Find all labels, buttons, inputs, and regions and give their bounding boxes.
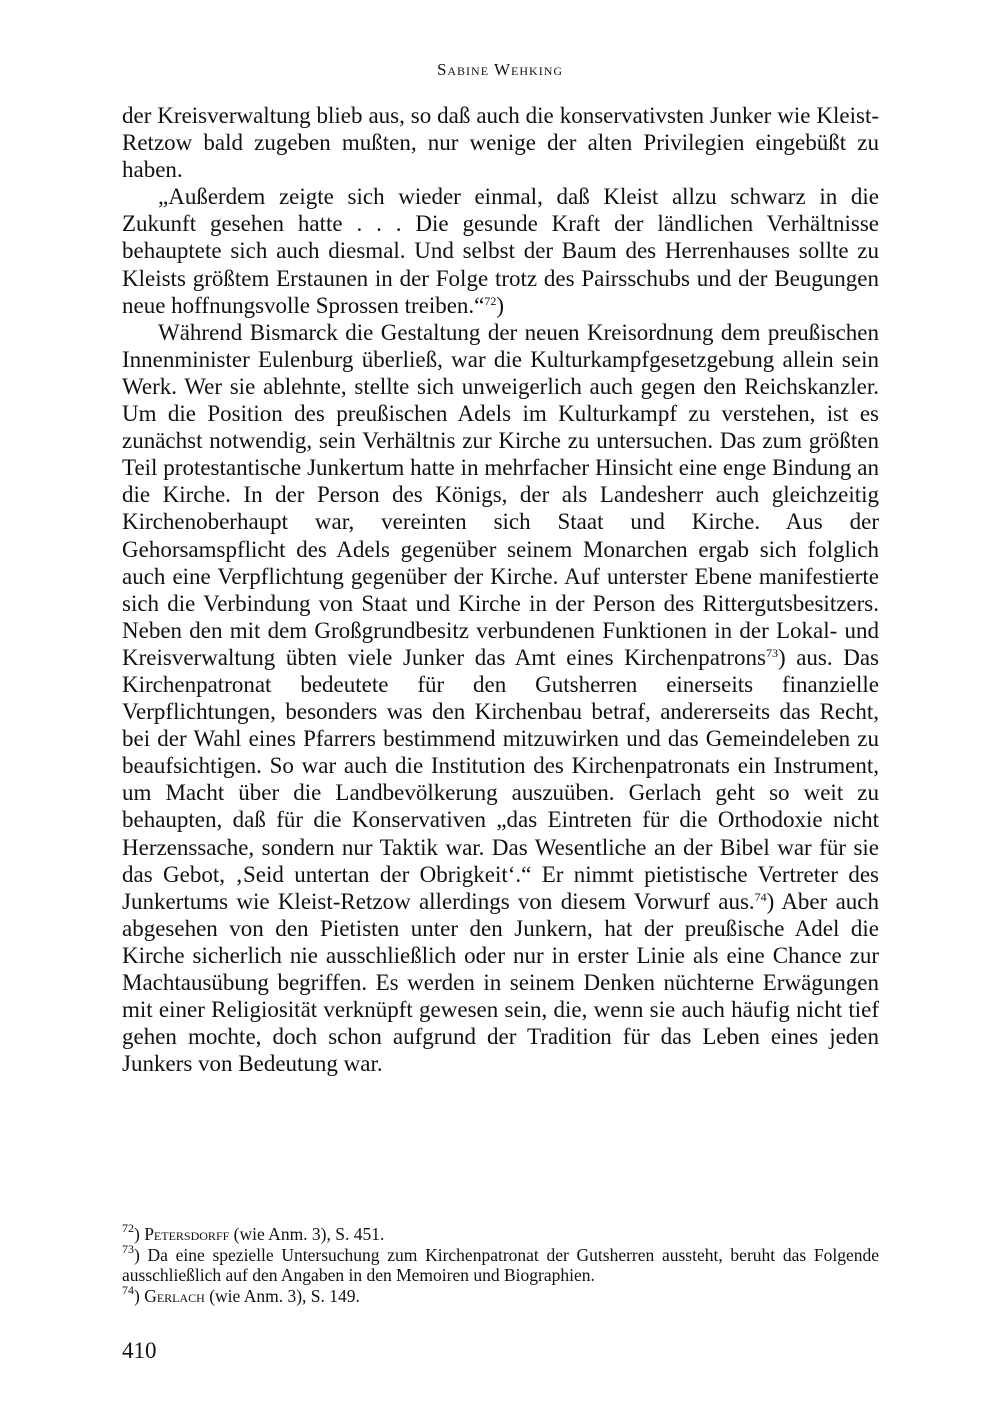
footnote-ref: 74 xyxy=(754,889,767,904)
footnote-number: 73 xyxy=(122,1241,134,1256)
paragraph xyxy=(122,183,879,318)
footnote-marker: ) xyxy=(134,1224,140,1244)
paragraph-text: ) xyxy=(496,292,505,318)
footnote-text: (wie Anm. 3), S. 149. xyxy=(204,1285,360,1306)
paragraph xyxy=(122,319,879,1078)
footnote xyxy=(122,1282,879,1307)
page-number: 410 xyxy=(122,1338,157,1363)
paragraph xyxy=(122,102,879,183)
footnote-text: Da eine spezielle Untersuchung zum Kirchenpatronat der Gutsherren aussteht, beruht das Folgende ausschließlich auf den Angaben in den Memoiren und Biographien. xyxy=(122,1244,879,1285)
footnote-author: Petersdorff xyxy=(144,1224,230,1244)
paragraph-text: ) aus. Das Kirchenpatronat bedeutete für den Gutsherren einerseits finanzielle Verpflichtungen, besonders was den Kirchenbau betraf, andererseits das Recht, bei der Wahl eines Pfarrers bestimmend mitzuwirken und das Gemeindeleben zu beaufsichtigen. So war auch die Institution des Kirchenpatronats ein Instrument, um Macht über die Landbevölkerung auszuüben. Gerlach geht so weit zu behaupten, daß für die Konservativen „das Eintreten für die Orthodoxie nicht Herzenssache, sondern nur Taktik war. Das Wesentliche an der Bibel war für sie das Gebot, ‚Seid untertan der Obrigkeit‘.“ Er nimmt pietistische Vertreter des Junkertums wie Kleist-Retzow allerdings von diesem Vorwurf aus. xyxy=(122,644,879,914)
footnote-author: Gerlach xyxy=(144,1285,205,1306)
running-head: Sabine Wehking xyxy=(436,60,564,79)
footnote-text: (wie Anm. 3), S. 451. xyxy=(229,1224,385,1244)
footnote-ref: 73 xyxy=(765,645,778,660)
footnote-marker: ) xyxy=(134,1285,140,1306)
footnote-number: 74 xyxy=(122,1282,134,1297)
paragraph-text: Während Bismarck die Gestaltung der neuen Kreisordnung dem preußischen Innenminister Eulenburg überließ, war die Kulturkampfgesetzgebung allein sein Werk. Wer sie ablehnte, stellte sich unweigerlich auch gegen den Reichskanzler. Um die Position des preußischen Adels im Kulturkampf zu verstehen, ist es zunächst notwendig, sein Verhältnis zur Kirche zu untersuchen. Das zum größten Teil protestantische Junkertum hatte in mehrfacher Hinsicht eine enge Bindung an die Kirche. In der Person des Königs, der als Landesherr auch gleichzeitig Kirchenoberhaupt war, vereinten sich Staat und Kirche. Aus der Gehorsamspflicht des Adels gegenüber seinem Monarchen ergab sich folglich auch eine Verpflichtung gegenüber der Kirche. Auf unterster Ebene manifestierte sich die Verbindung von Staat und Kirche in der Person des Rittergutsbesitzers. Neben den mit dem Großgrundbesitz verbundenen Funktionen in der Lokal- und Kreisverwaltung übten viele Junker das Amt eines Kirchenpatrons xyxy=(122,319,879,670)
footnote xyxy=(122,1241,879,1286)
footnote-marker: ) xyxy=(134,1244,140,1265)
footnote-number: 72 xyxy=(122,1221,134,1235)
footnote xyxy=(122,1221,879,1245)
body-text xyxy=(122,102,879,1077)
footnote-ref: 72 xyxy=(484,293,497,308)
footnotes xyxy=(122,1221,879,1306)
paragraph-text: ) Aber auch abgesehen von den Pietisten unter den Junkern, hat der preußische Adel die Kirche sicherlich nie ausschließlich oder nur in erster Linie als eine Chance zur Machtausübung begriffen. Es werden in seinem Denken nüchterne Erwägungen mit einer Religiosität verknüpft gewesen sein, die, wenn sie auch häufig nicht tief gehen mochte, doch schon aufgrund der Tradition für das Leben eines jeden Junkers von Bedeutung war. xyxy=(122,888,879,1077)
paragraph-text: der Kreisverwaltung blieb aus, so daß auch die konservativsten Junker wie Kleist-Retzow bald zugeben mußten, nur wenige der alten Privilegien eingebüßt zu haben. xyxy=(122,103,879,183)
paragraph-text: „Außerdem zeigte sich wieder einmal, daß Kleist allzu schwarz in die Zukunft gesehen hatte . . . Die gesunde Kraft der ländlichen Verhältnisse behauptete sich auch diesmal. Und selbst der Baum des Herrenhauses sollte zu Kleists größtem Erstaunen in der Folge trotz des Pairsschubs und der Beugungen neue hoffnungsvolle Sprossen treiben.“ xyxy=(122,184,879,318)
